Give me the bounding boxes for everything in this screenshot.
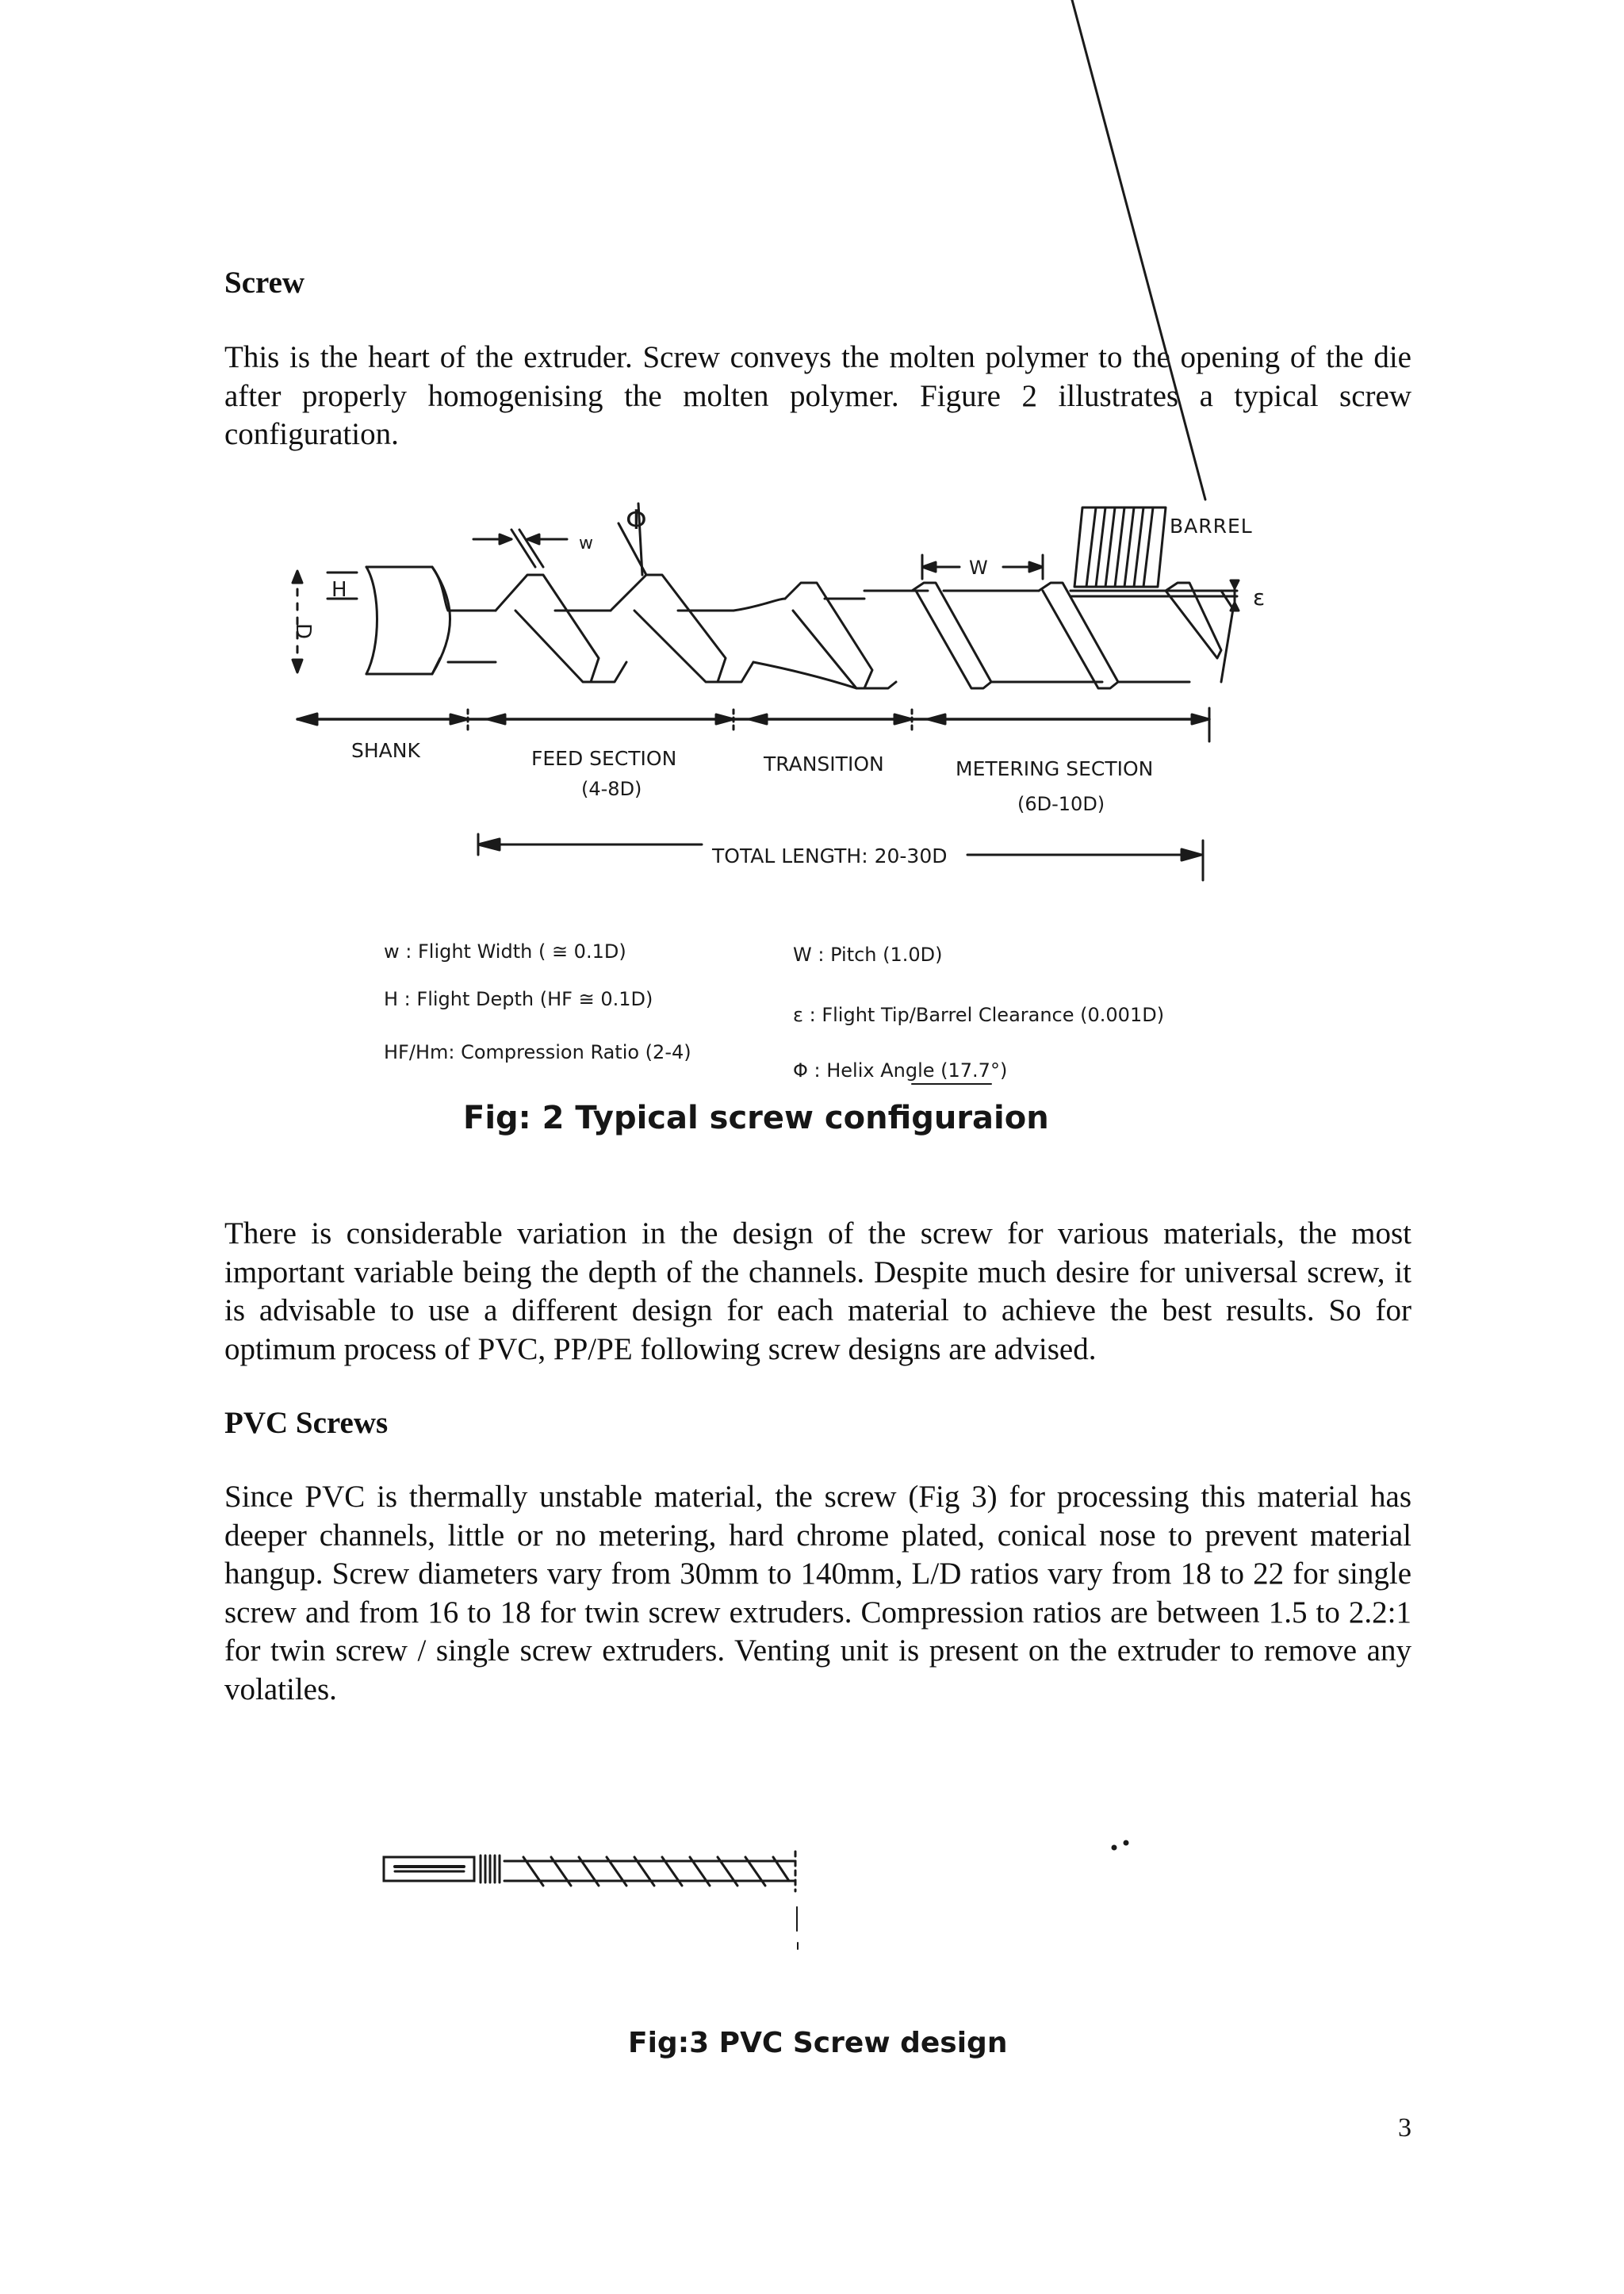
metering-section-range: (6D-10D) — [1017, 793, 1105, 815]
shank-right-curve — [432, 567, 450, 674]
legend-compression-ratio: HF/Hm: Compression Ratio (2-4) — [384, 1041, 691, 1063]
transition-label: TRANSITION — [764, 753, 884, 776]
shank-left-curve — [366, 567, 377, 674]
pvc-screw-neck — [481, 1855, 500, 1882]
paragraph-screw-intro: This is the heart of the extruder. Screw conveys the molten polymer to the opening of the die after properly homogenising the molten polymer. Figure 2 illustrates a typical screw configuration. — [224, 340, 1411, 451]
figure-2-caption: Fig: 2 Typical screw configuraion — [463, 1100, 1049, 1136]
metering-section-label: METERING SECTION — [956, 757, 1154, 780]
figure-3-caption: Fig:3 PVC Screw design — [628, 2027, 1008, 2059]
legend-helix-angle: Φ : Helix Angle (17.7°) — [793, 1059, 1008, 1082]
feed-flight-2 — [611, 575, 726, 682]
screw-nose — [1221, 591, 1233, 682]
feed-section-range: (4-8D) — [581, 778, 642, 800]
total-length-label: TOTAL LENGTH: 20-30D — [712, 844, 948, 867]
shank-bottom — [366, 658, 440, 674]
shank-top — [366, 567, 484, 611]
metering-flight-2 — [1039, 583, 1118, 688]
metering-flight-3 — [1166, 583, 1221, 658]
feed-section-label: FEED SECTION — [531, 747, 677, 770]
legend-flight-depth: H : Flight Depth (HF ≅ 0.1D) — [384, 988, 653, 1010]
page-number: 3 — [1398, 2113, 1411, 2143]
paragraph-screw-variation: There is considerable variation in the design of the screw for various materials, the most important variable being the depth of the channels. Despite much desire for universal screw, it is advisable to use a different design for each material to achieve the best results. So for optimum process of PVC, PP/PE following screw designs are advised. — [224, 1216, 1411, 1366]
barrel-top-line — [1072, 0, 1205, 500]
scan-speck — [1112, 1840, 1129, 1851]
figure-3-pvc-screw — [0, 1824, 1624, 1967]
paragraph-pvc-screws: Since PVC is thermally unstable material, the screw (Fig 3) for processing this material has deeper channels, little or no metering, hard chrome plated, conical nose to prevent material hangup. Screw diameters vary from 30mm to 140mm, L/D ratios vary from 18 to 22 for single screw and from 16 to 18 for twin screw extruders. Compression ratios are between 1.5 to 2.2:1 for twin screw / single screw extruders. Venting unit is present on the extruder to remove any volatiles. — [224, 1480, 1411, 1706]
feed-flight-1 — [496, 575, 599, 682]
section-heading-screw: Screw — [224, 266, 305, 300]
barrel-label: BARREL — [1170, 515, 1253, 538]
legend-pitch: W : Pitch (1.0D) — [793, 944, 943, 966]
metering-flight-1 — [912, 583, 991, 688]
small-w-label: w — [579, 534, 593, 553]
pvc-screw-shank — [384, 1857, 474, 1881]
barrel-hatch — [1086, 507, 1153, 587]
legend-clearance: ε : Flight Tip/Barrel Clearance (0.001D) — [793, 1004, 1165, 1026]
shank-label: SHANK — [351, 739, 420, 762]
legend-flight-width: w : Flight Width ( ≅ 0.1D) — [384, 940, 626, 963]
epsilon-label: ε — [1253, 584, 1266, 611]
pitch-w-label: W — [969, 557, 988, 579]
phi-label: Φ — [626, 504, 647, 536]
section-heading-pvc-screws: PVC Screws — [224, 1406, 389, 1440]
h-label: H — [331, 578, 347, 602]
d-label: D — [291, 623, 315, 640]
